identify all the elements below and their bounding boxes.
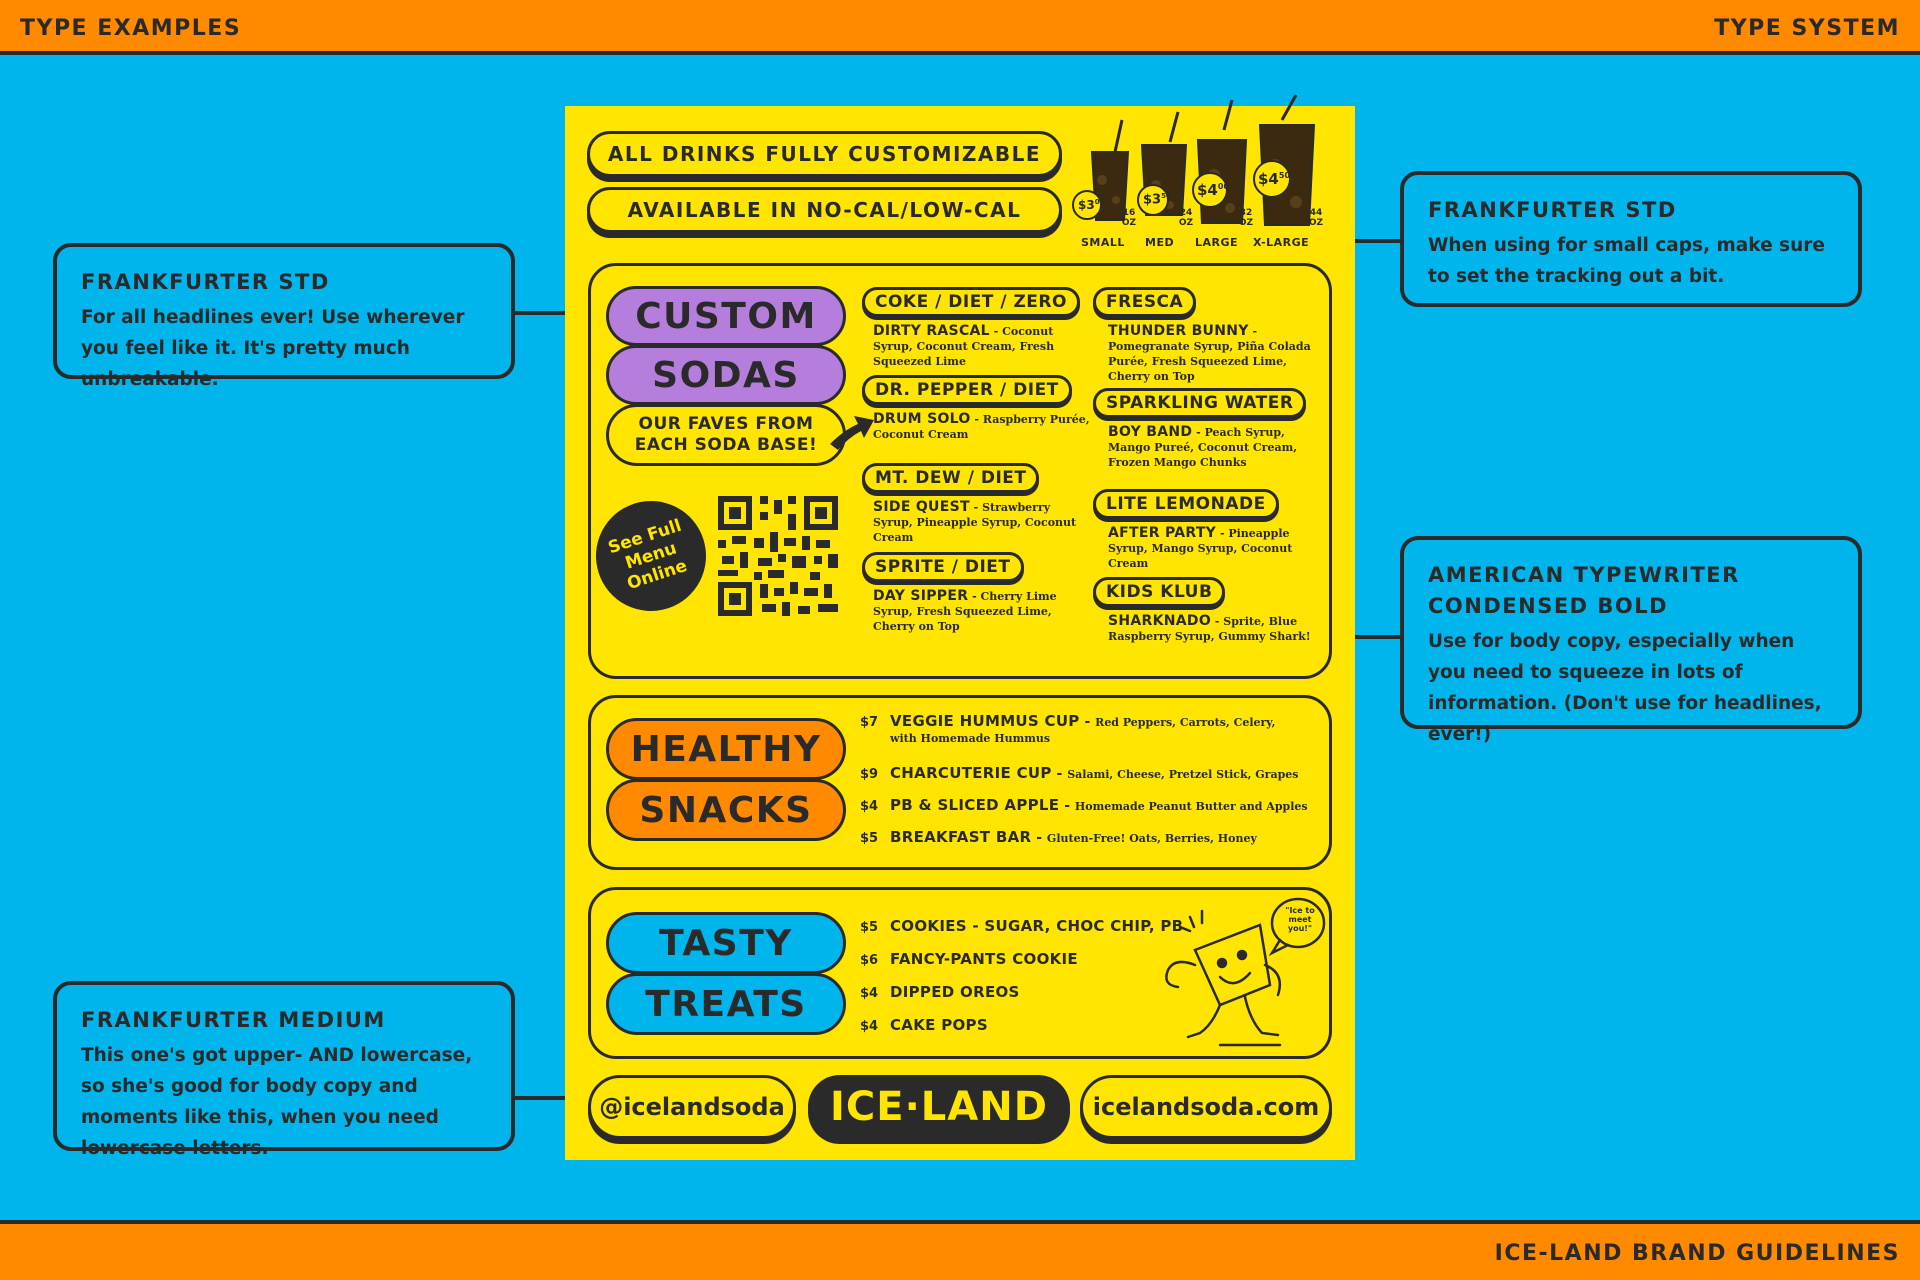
callout-body: For all headlines ever! Use wherever you feel like it. It's pretty much unbreakable. <box>81 307 465 390</box>
base-lite-lemonade: LITE LEMONADE <box>1093 489 1279 519</box>
banner-no-cal: AVAILABLE IN NO-CAL/LOW-CAL <box>587 187 1062 233</box>
drink-dirty-rascal: DIRTY RASCAL - Coconut Syrup, Coconut Cream, Fresh Squeezed Lime <box>873 323 1055 368</box>
sodas-subtitle: OUR FAVES FROM EACH SODA BASE! <box>606 404 846 466</box>
size-price: $\$3^{00}$ <box>1078 198 1105 212</box>
treat-item: $4 CAKE POPS <box>860 1016 988 1034</box>
see-full-menu-badge[interactable]: See Full Menu Online <box>582 487 721 626</box>
treats-title: TREATS <box>606 973 846 1035</box>
website-url[interactable]: icelandsoda.com <box>1080 1075 1332 1139</box>
snack-item: $9 CHARCUTERIE CUP - Salami, Cheese, Pretzel Stick, Grapes <box>860 764 1299 782</box>
callout-american-typewriter <box>1400 536 1862 745</box>
drink-cups-illustration <box>1070 90 1335 240</box>
drink-day-sipper: DAY SIPPER - Cherry Lime Syrup, Fresh Squeezed Lime, Cherry on Top <box>873 588 1057 633</box>
drink-after-party: AFTER PARTY - Pineapple Syrup, Mango Syrup, Coconut Cream <box>1108 525 1293 570</box>
callout-title: FRANKFURTER STD <box>81 270 330 294</box>
arrow-icon <box>826 408 878 450</box>
snack-item: $4 PB & SLICED APPLE - Homemade Peanut Butter and Apples <box>860 796 1308 814</box>
drink-thunder-bunny: THUNDER BUNNY - Pomegranate Syrup, Piña Colada Purée, Fresh Squeezed Lime, Cherry on Top <box>1108 323 1311 383</box>
tasty-title: TASTY <box>606 912 846 974</box>
callout-frankfurter-smallcaps <box>1400 171 1862 307</box>
snack-item: $7 VEGGIE HUMMUS CUP - Red Peppers, Carrots, Celery, with Homemade Hummus <box>860 712 1276 745</box>
instagram-handle[interactable]: @icelandsoda <box>588 1075 796 1139</box>
size-label-med: MED <box>1145 236 1175 249</box>
callout-frankfurter-medium <box>53 981 515 1159</box>
drink-side-quest: SIDE QUEST - Strawberry Syrup, Pineapple Syrup, Coconut Cream <box>873 499 1077 544</box>
callout-frankfurter-headlines <box>53 243 515 390</box>
callout-body: When using for small caps, make sure to set the tracking out a bit. <box>1428 235 1825 287</box>
callout-title: FRANKFURTER STD <box>1428 198 1677 222</box>
callout-body: Use for body copy, especially when you need to squeeze in lots of information. (Don't use for headlines, ever!) <box>1428 631 1822 745</box>
callout-title: AMERICAN TYPEWRITER CONDENSED BOLD <box>1428 563 1740 618</box>
size-oz: 16 OZ <box>1121 208 1137 228</box>
qr-code-icon[interactable] <box>718 496 838 616</box>
iceland-logo: ICE·LAND <box>808 1075 1070 1139</box>
drink-drum-solo: DRUM SOLO - Raspberry Purée, Coconut Cream <box>873 411 1090 441</box>
size-oz: 32 OZ <box>1238 208 1254 228</box>
type-examples-label: TYPE EXAMPLES <box>20 16 242 41</box>
size-label-small: SMALL <box>1081 236 1125 249</box>
size-oz: 24 OZ <box>1178 208 1194 228</box>
size-price: $\$4^{50}$ <box>1258 170 1291 188</box>
base-sparkling-water: SPARKLING WATER <box>1093 388 1306 418</box>
base-mt-dew: MT. DEW / DIET <box>862 463 1039 493</box>
base-dr-pepper: DR. PEPPER / DIET <box>862 375 1072 405</box>
mascot-speech-bubble: "Ice to meet you!" <box>1285 906 1315 933</box>
custom-title: CUSTOM <box>606 286 846 346</box>
base-kids-klub: KIDS KLUB <box>1093 577 1225 607</box>
treat-item: $4 DIPPED OREOS <box>860 983 1020 1001</box>
snack-item: $5 BREAKFAST BAR - Gluten-Free! Oats, Berries, Honey <box>860 828 1257 846</box>
size-price: $\$4^{00}$ <box>1197 181 1230 199</box>
size-label-large: LARGE <box>1195 236 1239 249</box>
bottom-bar <box>0 1220 1920 1280</box>
base-sprite: SPRITE / DIET <box>862 552 1024 582</box>
drink-boy-band: BOY BAND - Peach Syrup, Mango Pureé, Coconut Cream, Frozen Mango Chunks <box>1108 424 1298 469</box>
size-price: $\$3^{50}$ <box>1143 192 1171 208</box>
base-coke: COKE / DIET / ZERO <box>862 287 1080 317</box>
top-bar <box>0 0 1920 55</box>
size-label-xlarge: X-LARGE <box>1253 236 1310 249</box>
type-system-label: TYPE SYSTEM <box>1714 16 1900 41</box>
snacks-title: SNACKS <box>606 779 846 841</box>
brand-guidelines-label: ICE-LAND BRAND GUIDELINES <box>1494 1241 1900 1266</box>
banner-customizable: ALL DRINKS FULLY CUSTOMIZABLE <box>587 131 1062 177</box>
treat-item: $5 COOKIES - SUGAR, CHOC CHIP, PB <box>860 917 1184 935</box>
sodas-title: SODAS <box>606 345 846 405</box>
size-oz: 44 OZ <box>1308 208 1324 228</box>
callout-title: FRANKFURTER MEDIUM <box>81 1008 386 1032</box>
treat-item: $6 FANCY-PANTS COOKIE <box>860 950 1078 968</box>
healthy-title: HEALTHY <box>606 718 846 780</box>
base-fresca: FRESCA <box>1093 287 1196 317</box>
callout-body: This one's got upper- AND lowercase, so she's good for body copy and moments like this, when you need lowercase letters. <box>81 1045 473 1159</box>
drink-sharknado: SHARKNADO - Sprite, Blue Raspberry Syrup, Gummy Shark! <box>1108 613 1311 643</box>
